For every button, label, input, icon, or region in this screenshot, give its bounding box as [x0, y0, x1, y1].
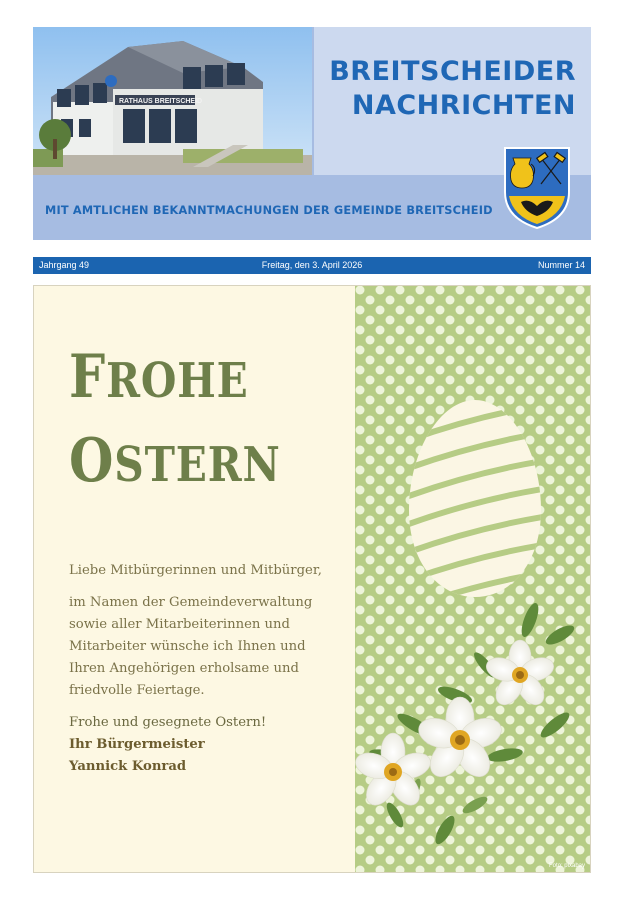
- signature-title: Ihr Bürgermeister: [69, 737, 205, 752]
- easter-greeting-card: [33, 285, 591, 873]
- issue-info-bar: [33, 257, 591, 274]
- municipal-coat-of-arms-icon: [503, 146, 571, 230]
- signature-name: Yannick Konrad: [69, 759, 187, 774]
- greeting-line: Liebe Mitbürgerinnen und Mitbürger,: [69, 563, 322, 578]
- issue-volume: Jahrgang 49: [39, 260, 90, 270]
- decorative-easter-panel: [355, 285, 591, 873]
- photo-credit: Foto: pixabay: [548, 863, 585, 869]
- mayor-message: [69, 560, 359, 788]
- title-line-2: NACHRICHTEN: [351, 90, 576, 121]
- closing-line: Frohe und gesegnete Ostern!: [69, 715, 267, 730]
- building-sign: RATHAUS BREITSCHEID: [119, 98, 203, 105]
- newspaper-title: [329, 55, 576, 123]
- message-body: im Namen der Gemeindeverwaltung sowie aller Mitarbeiterinnen und Mitarbeiter wünsche ich Ihnen und Ihren Angehörigen erholsame und friedvolle Feiertage.: [69, 595, 313, 698]
- title-line-1: BREITSCHEIDER: [329, 56, 576, 87]
- masthead: [33, 27, 591, 240]
- closing-block: [69, 712, 359, 778]
- town-hall-photo: [33, 27, 312, 175]
- issue-number: Nummer 14: [537, 260, 585, 270]
- easter-headline: FROHE OSTERN: [69, 342, 281, 496]
- masthead-subtitle: MIT AMTLICHEN BEKANNTMACHUNGEN DER GEMEINDE BREITSCHEID: [45, 204, 493, 217]
- issue-date: Freitag, den 3. April 2026: [261, 260, 363, 270]
